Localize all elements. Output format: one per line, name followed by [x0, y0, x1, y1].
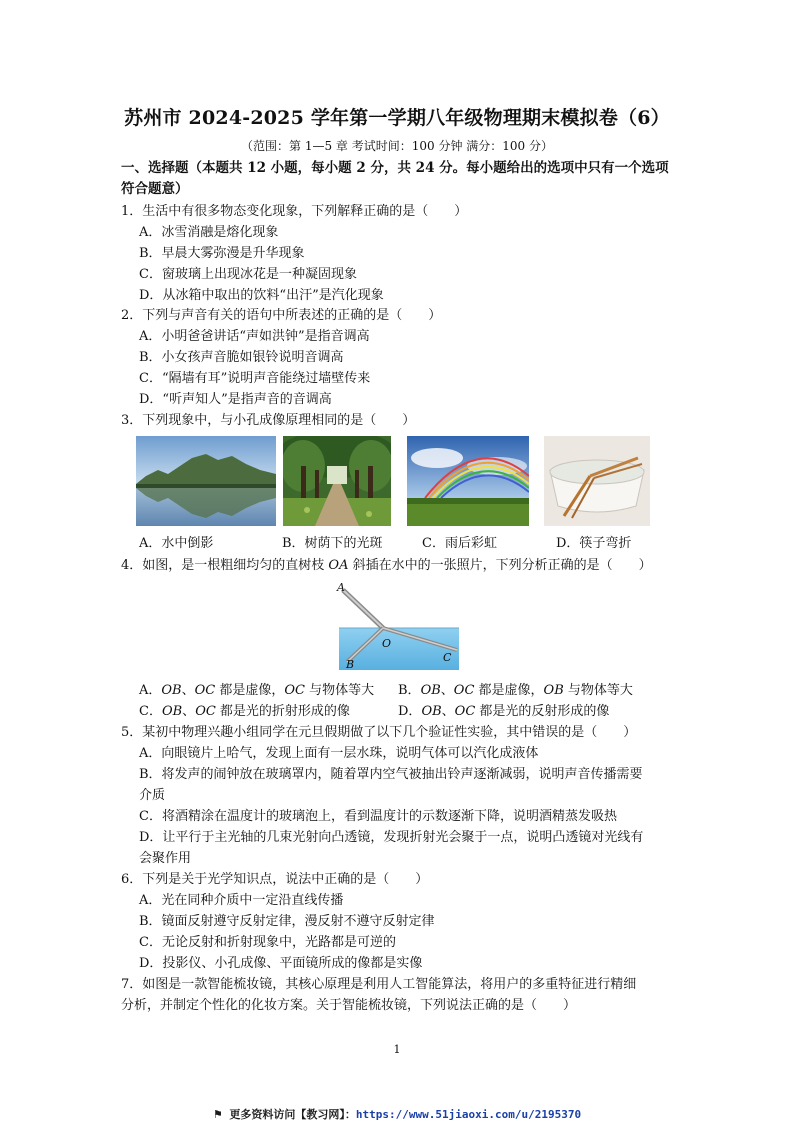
- question-5-option-d-line2: 会聚作用: [139, 851, 192, 866]
- question-1-option-b: B．早晨大雾弥漫是升华现象: [139, 246, 305, 261]
- footer-text: 更多资料访问【教习网】：: [229, 1108, 356, 1121]
- figure-label-c: C: [443, 651, 452, 664]
- question-1-option-a: A．冰雪消融是熔化现象: [139, 225, 279, 240]
- question-4-option-d: D．OB、OC 都是光的反射形成的像: [398, 704, 610, 719]
- question-7-stem-line2: 分析，并制定个性化的化妆方案。关于智能梳妆镜，下列说法正确的是（ ）: [121, 998, 577, 1013]
- question-2-option-d: D．“听声知人”是指声音的音调高: [139, 392, 332, 407]
- figure-label-b: B: [346, 658, 355, 671]
- question-5-option-d-line1: D．让平行于主光轴的几束光射向凸透镜，发现折射光会聚于一点，说明凸透镜对光线有: [139, 830, 644, 845]
- question-3-option-d: D．筷子弯折: [556, 536, 632, 551]
- footer-banner: [0, 1106, 794, 1122]
- question-4-option-a: A．OB、OC 都是虚像，OC 与物体等大: [139, 683, 375, 698]
- question-3-option-b: B．树荫下的光斑: [282, 536, 383, 551]
- rainbow-picture: [407, 436, 529, 526]
- figure-label-a: A: [337, 581, 345, 594]
- question-4-stem: 4．如图，是一根粗细均匀的直树枝 OA 斜插在水中的一张照片，下列分析正确的是（ ）: [121, 558, 652, 573]
- question-5-option-c: C．将酒精涂在温度计的玻璃泡上，看到温度计的示数逐渐下降，说明酒精蒸发吸热: [139, 809, 617, 824]
- question-4-option-b: B．OB、OC 都是虚像，OB 与物体等大: [398, 683, 633, 698]
- question-2-option-a: A．小明爸爸讲话“声如洪钟”是指音调高: [139, 329, 370, 344]
- question-6-option-b: B．镜面反射遵守反射定律，漫反射不遵守反射定律: [139, 914, 435, 929]
- question-3-stem: 3．下列现象中，与小孔成像原理相同的是（ ）: [121, 413, 416, 428]
- bent-chopsticks-picture: [544, 436, 650, 526]
- question-6-option-d: D．投影仪、小孔成像、平面镜所成的像都是实像: [139, 956, 423, 971]
- figure-label-o: O: [382, 637, 392, 650]
- page-number: 1: [393, 1043, 401, 1056]
- question-1-option-c: C．窗玻璃上出现冰花是一种凝固现象: [139, 267, 357, 282]
- question-1-stem: 1．生活中有很多物态变化现象，下列解释正确的是（ ）: [121, 204, 468, 219]
- page-title: 苏州市 2024-2025 学年第一学期八年级物理期末模拟卷（6）: [124, 107, 670, 129]
- question-2-option-b: B．小女孩声音脆如银铃说明音调高: [139, 350, 344, 365]
- mountain-reflection-picture: [136, 436, 276, 526]
- question-3-option-a: A．水中倒影: [139, 536, 214, 551]
- question-5-option-b-line2: 介质: [139, 788, 166, 803]
- flag-icon: ⚑: [212, 1108, 223, 1121]
- question-2-option-c: C．“隔墙有耳”说明声音能绕过墙壁传来: [139, 371, 371, 386]
- question-6-option-c: C．无论反射和折射现象中，光路都是可逆的: [139, 935, 396, 950]
- question-5-stem: 5．某初中物理兴趣小组同学在元旦假期做了以下几个验证性实验，其中错误的是（ ）: [121, 725, 637, 740]
- question-4-option-c: C．OB、OC 都是光的折射形成的像: [139, 704, 350, 719]
- tree-shade-picture: [283, 436, 391, 526]
- exam-scope: （范围：第 1—5 章 考试时间：100 分钟 满分：100 分）: [241, 139, 553, 153]
- section-heading: 一、选择题（本题共 12 小题，每小题 2 分，共 24 分。每小题给出的选项中只有一个选项符合题意）: [121, 160, 669, 197]
- question-6-option-a: A．光在同种介质中一定沿直线传播: [139, 893, 344, 908]
- question-7-stem-line1: 7．如图是一款智能梳妆镜，其核心原理是利用人工智能算法，将用户的多重特征进行精细: [121, 977, 637, 992]
- question-6-stem: 6．下列是关于光学知识点，说法中正确的是（ ）: [121, 872, 429, 887]
- question-2-stem: 2．下列与声音有关的语句中所表述的正确的是（ ）: [121, 308, 442, 323]
- question-5-option-b-line1: B．将发声的闹钟放在玻璃罩内，随着罩内空气被抽出铃声逐渐减弱，说明声音传播需要: [139, 767, 643, 782]
- footer-link[interactable]: https://www.51jiaoxi.com/u/2195370: [355, 1108, 582, 1121]
- question-5-option-a: A．向眼镜片上哈气，发现上面有一层水珠，说明气体可以汽化成液体: [139, 746, 539, 761]
- question-1-option-d: D．从冰箱中取出的饮料“出汗”是汽化现象: [139, 288, 384, 303]
- question-3-option-c: C．雨后彩虹: [422, 536, 497, 551]
